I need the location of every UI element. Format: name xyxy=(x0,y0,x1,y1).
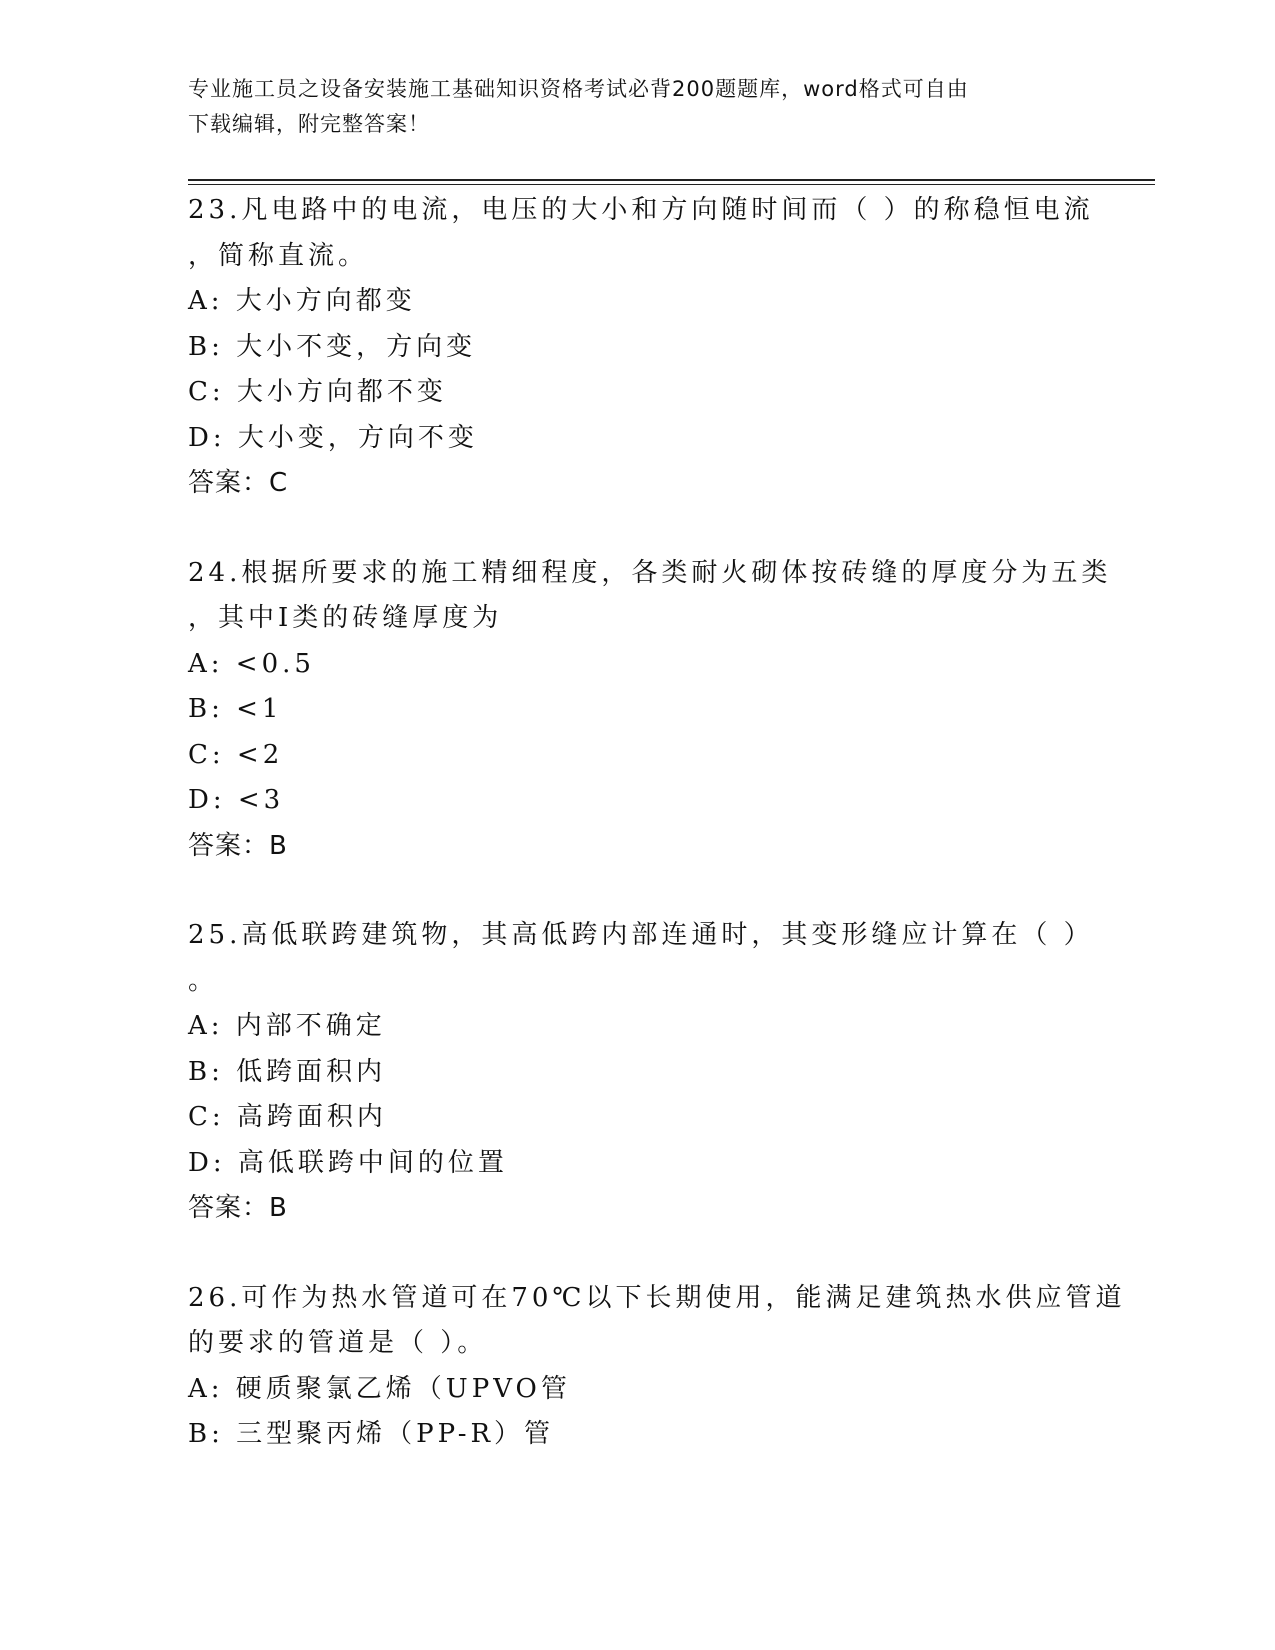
option-b: B: 低跨面积内 xyxy=(188,1056,387,1087)
question-list xyxy=(188,188,1126,1502)
document-header xyxy=(188,72,1088,142)
question-stem-line: ，其中Ⅰ类的砖缝厚度为 xyxy=(188,603,503,633)
option-a: A: 大小方向都变 xyxy=(188,286,416,316)
question-26 xyxy=(188,1276,1126,1458)
header-divider-thick xyxy=(188,179,1155,181)
option-c: C: <2 xyxy=(188,739,284,770)
question-24 xyxy=(188,551,1112,870)
option-d: D: 大小变，方向不变 xyxy=(188,422,478,453)
question-stem-line: 26.可作为热水管道可在70℃以下长期使用，能满足建筑热水供应管道 xyxy=(188,1282,1126,1313)
question-stem-line: 。 xyxy=(188,965,219,996)
option-a: A: <0.5 xyxy=(188,648,315,679)
option-c: C: 高跨面积内 xyxy=(188,1102,387,1132)
option-d: D: 高低联跨中间的位置 xyxy=(188,1147,508,1178)
answer-line: 答案：B xyxy=(188,830,288,861)
question-stem-line: 23.凡电路中的电流，电压的大小和方向随时间而（ ）的称稳恒电流 xyxy=(188,195,1094,225)
answer-line: 答案：C xyxy=(188,468,289,498)
header-line-2: 下载编辑，附完整答案！ xyxy=(188,112,430,136)
option-b: B: 大小不变，方向变 xyxy=(188,331,477,362)
question-stem-line: 25.高低联跨建筑物，其高低跨内部连通时，其变形缝应计算在（ ） xyxy=(188,920,1094,950)
option-b: B: <1 xyxy=(188,694,283,724)
question-23 xyxy=(188,188,1094,507)
option-c: C: 大小方向都不变 xyxy=(188,377,447,407)
header-divider-thin xyxy=(188,184,1155,185)
header-line-1: 专业施工员之设备安装施工基础知识资格考试必背200题题库，word格式可自由 xyxy=(188,77,969,101)
question-stem-line: ，简称直流。 xyxy=(188,240,369,271)
question-25 xyxy=(188,913,1094,1232)
option-a: A: 内部不确定 xyxy=(188,1011,386,1041)
option-b: B: 三型聚丙烯（PP-R）管 xyxy=(188,1419,555,1449)
answer-line: 答案：B xyxy=(188,1193,288,1223)
question-stem-line: 的要求的管道是（ ）。 xyxy=(188,1328,488,1358)
question-stem-line: 24.根据所要求的施工精细程度，各类耐火砌体按砖缝的厚度分为五类 xyxy=(188,557,1112,588)
option-d: D: <3 xyxy=(188,785,285,815)
option-a: A: 硬质聚氯乙烯（UPVO管 xyxy=(188,1373,571,1404)
